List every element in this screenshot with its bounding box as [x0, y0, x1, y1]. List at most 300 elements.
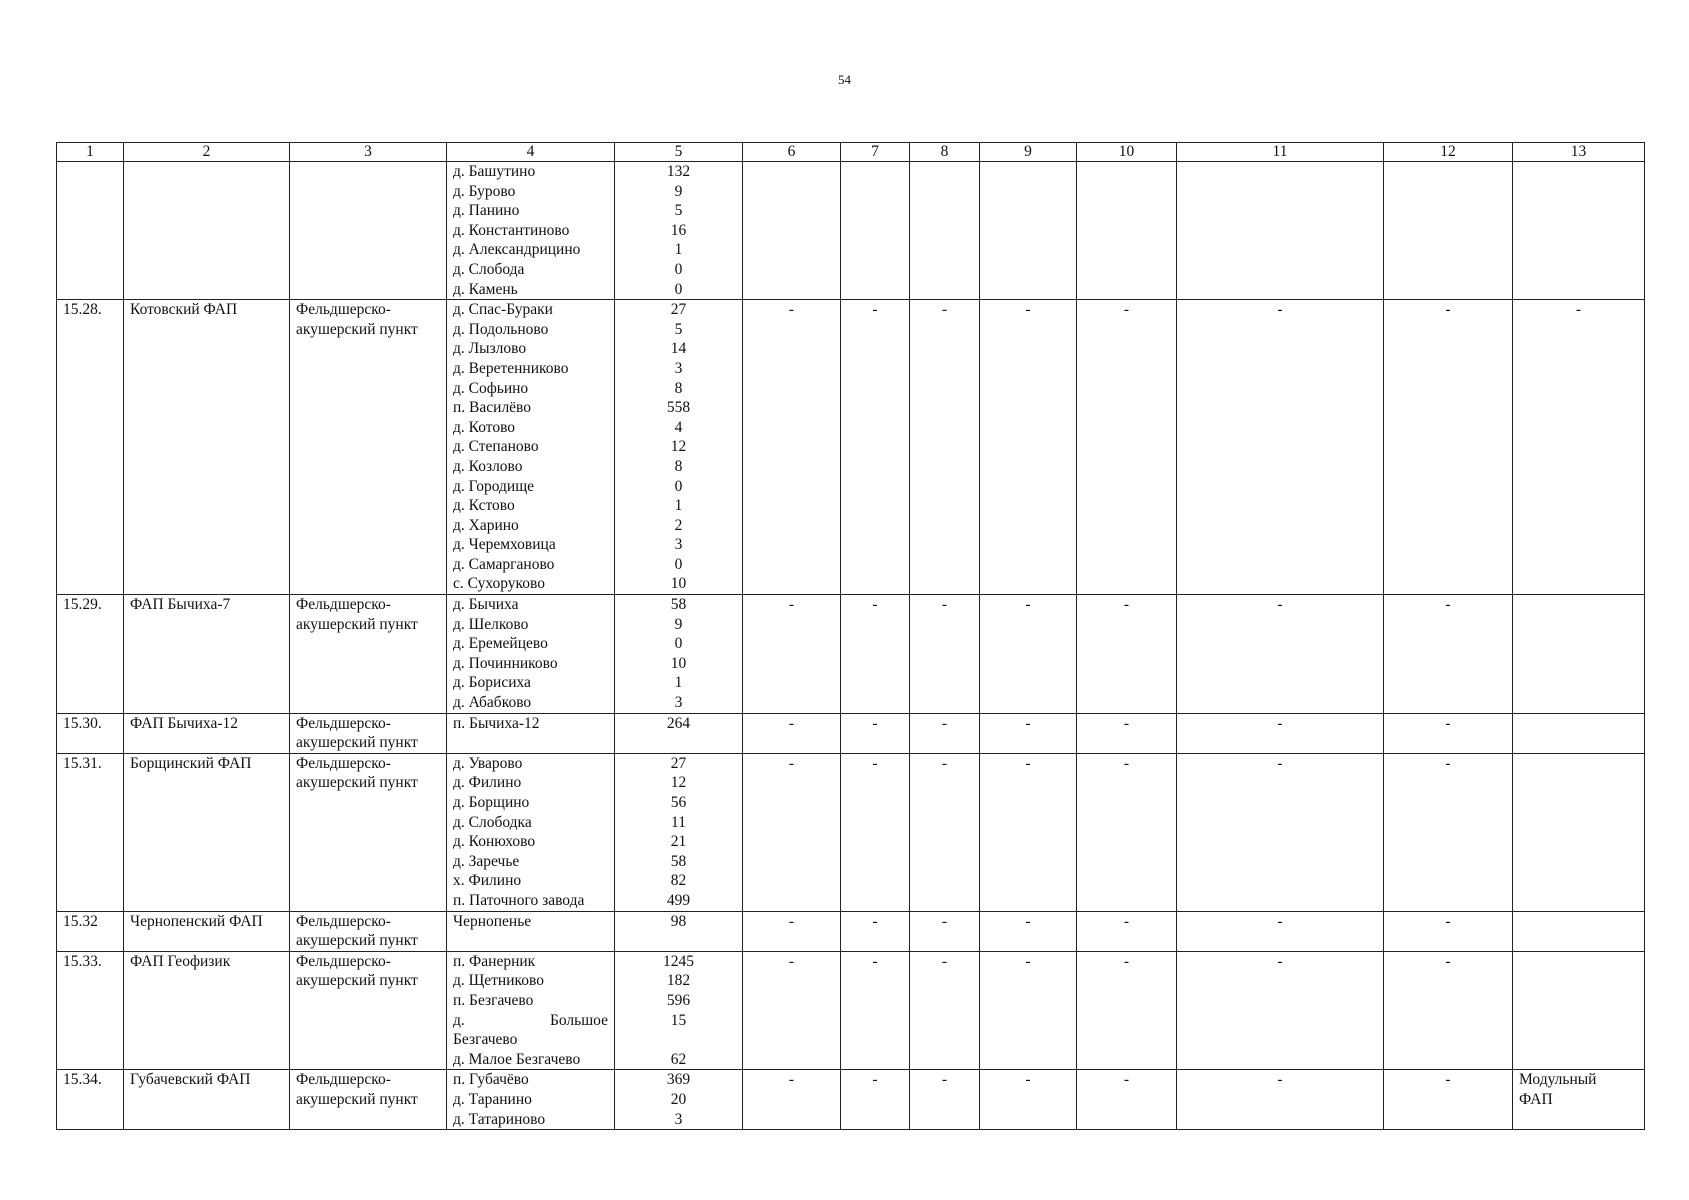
column-12-value: -: [1445, 754, 1451, 772]
settlement-population: [621, 1030, 736, 1050]
column-6-value: -: [788, 754, 795, 772]
settlement-population: 14: [670, 340, 687, 358]
column-11-value: -: [1277, 714, 1283, 732]
population-cell: [615, 162, 743, 300]
settlement-name: д. Конюхово: [453, 833, 536, 851]
column-11-cell: [1177, 753, 1384, 911]
facility-type-line: акушерский пункт: [296, 774, 418, 792]
column-10-value: -: [1123, 754, 1130, 772]
column-6-value: -: [788, 301, 795, 319]
column-13-cell: [1513, 595, 1645, 714]
table-body: [57, 162, 1645, 1130]
facility-type-line: Фельдшерско-: [296, 952, 391, 970]
column-7-value: -: [872, 754, 878, 772]
facility-name: ФАП Бычиха-7: [130, 596, 231, 614]
settlement-population: 56: [670, 794, 687, 811]
settlement-name: д. Башутино: [453, 163, 536, 180]
facility-type-line: Фельдшерско-: [296, 301, 391, 319]
facility-name: Борщинский ФАП: [130, 754, 252, 772]
settlement-name: д. Бурово: [453, 182, 516, 200]
settlement-population: 20: [670, 1090, 687, 1108]
settlement-population: 1245: [663, 952, 694, 970]
settlement-name: д. Малое Безгачево: [453, 1050, 581, 1068]
facility-type-line: Фельдшерско-: [296, 1071, 391, 1089]
column-9-cell: [980, 911, 1077, 951]
settlement-population: 2: [674, 516, 683, 534]
facilities-table: [56, 142, 1645, 1130]
column-11-cell: [1177, 1070, 1384, 1130]
column-7-value: -: [872, 714, 878, 732]
settlement-name: д. Слободка: [453, 813, 532, 831]
column-header-10: 10: [1077, 143, 1177, 162]
settlement-name: х. Филино: [453, 872, 522, 890]
column-11-cell: [1177, 713, 1384, 753]
column-7-value: [847, 162, 903, 182]
settlement-name: с. Сухоруково: [453, 575, 545, 593]
settlement-name: д. Котово: [453, 418, 516, 436]
column-8-cell: [910, 595, 980, 714]
row-number-cell: [57, 162, 124, 300]
settlement-name: д. Шелково: [453, 615, 529, 633]
column-11-cell: [1177, 911, 1384, 951]
row-number-cell: [57, 713, 124, 753]
settlement-population: 8: [674, 379, 683, 397]
facility-name: Губачевский ФАП: [130, 1071, 251, 1089]
settlements-cell: [447, 753, 615, 911]
settlement-name: д. Козлово: [453, 457, 523, 475]
settlement-name: д. Подольново: [453, 320, 549, 338]
settlements-cell: [447, 300, 615, 595]
column-header-2: 2: [124, 143, 290, 162]
facility-type-line: акушерский пункт: [296, 734, 418, 752]
column-8-value: -: [941, 596, 948, 614]
facility-type-line: акушерский пункт: [296, 932, 418, 950]
settlement-population: 11: [671, 813, 686, 831]
settlement-name: д. Татариново: [453, 1110, 546, 1128]
column-8-value: -: [941, 1071, 948, 1089]
facility-name: ФАП Геофизик: [130, 952, 231, 970]
column-13-value: Модульный: [1519, 1071, 1597, 1089]
settlement-population: 58: [670, 852, 687, 870]
settlement-name: Чернопенье: [453, 912, 532, 930]
column-6-value: -: [788, 952, 795, 970]
column-9-value: -: [1025, 1071, 1031, 1089]
settlement-name: д. Абабково: [453, 694, 532, 712]
column-6-cell: [743, 595, 841, 714]
column-12-cell: [1384, 951, 1513, 1070]
facility-type-cell: [290, 162, 447, 300]
settlements-cell: [447, 595, 615, 714]
column-12-value: -: [1445, 301, 1451, 319]
column-13-cell: [1513, 713, 1645, 753]
row-number: 15.33.: [63, 952, 102, 970]
settlements-cell: [447, 162, 615, 300]
settlement-population: 558: [666, 399, 691, 417]
column-13-cell: [1513, 753, 1645, 911]
row-number: 15.28.: [63, 301, 102, 319]
table-row: [57, 1070, 1645, 1130]
settlement-population: 4: [674, 418, 683, 436]
column-10-value: -: [1123, 912, 1130, 930]
column-7-cell: [841, 911, 910, 951]
column-10-value: -: [1123, 596, 1130, 614]
column-10-value: [1083, 162, 1170, 182]
settlement-name: д. Панино: [453, 202, 520, 220]
column-8-value: [916, 162, 973, 182]
facility-name-cell: [124, 911, 290, 951]
column-10-value: -: [1123, 952, 1130, 970]
column-7-value: -: [872, 1071, 878, 1089]
header-row: [57, 143, 1645, 162]
settlement-name: п. Паточного завода: [453, 891, 585, 909]
row-number: 15.29.: [63, 596, 102, 614]
column-10-cell: [1077, 300, 1177, 595]
settlement-population: 21: [670, 833, 687, 851]
column-7-value: -: [872, 912, 878, 930]
facility-name: [130, 162, 283, 182]
column-8-value: -: [941, 952, 948, 970]
column-9-value: -: [1025, 714, 1031, 732]
settlement-population: 16: [670, 221, 687, 239]
column-6-value: -: [788, 596, 795, 614]
settlement-population: 98: [670, 912, 687, 930]
settlement-population: 9: [674, 615, 683, 633]
column-8-value: -: [941, 912, 948, 930]
settlement-name: д. Таранино: [453, 1090, 532, 1108]
column-12-cell: [1384, 1070, 1513, 1130]
table-row: [57, 162, 1645, 300]
row-number-cell: [57, 753, 124, 911]
facility-type-cell: [290, 911, 447, 951]
facility-name-cell: [124, 713, 290, 753]
column-13-cell: [1513, 162, 1645, 300]
facility-type-line: акушерский пункт: [296, 972, 418, 990]
column-12-cell: [1384, 911, 1513, 951]
column-12-cell: [1384, 162, 1513, 300]
settlement-population: 3: [674, 536, 683, 554]
facility-name-cell: [124, 595, 290, 714]
column-6-cell: [743, 951, 841, 1070]
settlement-name: п. Фанерник: [453, 952, 536, 970]
column-8-cell: [910, 713, 980, 753]
settlement-name: д. Спас-Бураки: [453, 301, 553, 319]
column-9-cell: [980, 162, 1077, 300]
population-cell: [615, 300, 743, 595]
settlement-population: 596: [666, 991, 691, 1009]
column-header-7: 7: [841, 143, 910, 162]
column-8-value: -: [941, 301, 948, 319]
facility-name-cell: [124, 162, 290, 300]
settlement-name: п. Безгачево: [453, 991, 534, 1009]
column-11-value: -: [1277, 952, 1283, 970]
column-7-cell: [841, 1070, 910, 1130]
column-10-value: -: [1123, 301, 1130, 319]
column-12-cell: [1384, 753, 1513, 911]
column-11-value: -: [1277, 1071, 1283, 1089]
column-9-cell: [980, 951, 1077, 1070]
column-11-value: -: [1277, 301, 1283, 319]
column-header-3: 3: [290, 143, 447, 162]
column-header-11: 11: [1177, 143, 1384, 162]
row-number-cell: [57, 951, 124, 1070]
row-number-cell: [57, 300, 124, 595]
population-cell: [615, 911, 743, 951]
facility-type-line: акушерский пункт: [296, 320, 418, 338]
column-9-value: -: [1025, 952, 1031, 970]
table-row: [57, 951, 1645, 1070]
column-12-value: -: [1445, 714, 1451, 732]
settlement-population: 1: [674, 497, 683, 515]
column-13-value: ФАП: [1519, 1090, 1553, 1108]
settlement-population: 499: [666, 891, 691, 909]
column-9-cell: [980, 753, 1077, 911]
facility-type-cell: [290, 1070, 447, 1130]
population-cell: [615, 753, 743, 911]
column-header-1: 1: [57, 143, 124, 162]
column-6-value: -: [788, 714, 795, 732]
settlement-population: 27: [670, 301, 687, 319]
settlement-population: 0: [674, 635, 683, 653]
column-8-value: -: [941, 714, 948, 732]
row-number-cell: [57, 911, 124, 951]
settlement-population: 8: [674, 457, 683, 475]
column-6-cell: [743, 300, 841, 595]
settlement-name: д. Самарганово: [453, 555, 555, 573]
column-10-value: -: [1123, 714, 1130, 732]
settlement-population: 3: [674, 1110, 683, 1128]
column-12-cell: [1384, 300, 1513, 595]
table-row: [57, 595, 1645, 714]
settlement-population: 3: [674, 694, 683, 712]
row-number: 15.30.: [63, 714, 102, 732]
column-7-value: -: [872, 596, 878, 614]
column-8-cell: [910, 911, 980, 951]
column-header-6: 6: [743, 143, 841, 162]
column-6-value: -: [788, 1071, 795, 1089]
column-6-cell: [743, 753, 841, 911]
facility-type-line: акушерский пункт: [296, 1090, 418, 1108]
settlement-population: 5: [674, 320, 683, 338]
column-12-value: -: [1445, 952, 1451, 970]
column-header-4: 4: [447, 143, 615, 162]
settlement-name: д. Степаново: [453, 438, 539, 456]
settlement-population: 0: [674, 280, 683, 298]
column-6-cell: [743, 911, 841, 951]
column-12-value: -: [1445, 596, 1451, 614]
column-11-cell: [1177, 951, 1384, 1070]
table-row: [57, 713, 1645, 753]
column-9-cell: [980, 595, 1077, 714]
settlement-name: д. Черемховица: [453, 536, 556, 554]
settlement-name: д. Еремейцево: [453, 635, 548, 653]
settlement-population: 15: [670, 1011, 687, 1029]
settlement-population: 10: [670, 654, 687, 672]
settlement-name: д. Бычиха: [453, 596, 519, 614]
settlement-population: 369: [666, 1071, 691, 1089]
settlement-name: д. Уварово: [453, 754, 523, 772]
facility-type-line: Фельдшерско-: [296, 754, 391, 772]
settlement-population: 3: [674, 359, 683, 377]
settlement-name: [453, 1011, 608, 1031]
settlement-name: д. Кстово: [453, 497, 515, 515]
settlement-population: 0: [674, 260, 683, 278]
column-7-cell: [841, 753, 910, 911]
column-header-12: 12: [1384, 143, 1513, 162]
settlement-population: 264: [666, 714, 691, 732]
facility-type-cell: [290, 951, 447, 1070]
column-8-value: -: [941, 754, 948, 772]
settlement-name: д. Камень: [453, 280, 518, 298]
population-cell: [615, 595, 743, 714]
settlement-name-part: д.: [453, 1011, 465, 1029]
row-number: 15.34.: [63, 1071, 102, 1089]
facility-name: Чернопенский ФАП: [130, 912, 263, 930]
column-8-cell: [910, 753, 980, 911]
column-6-value: [749, 162, 834, 182]
settlement-population: 82: [670, 872, 687, 890]
column-10-cell: [1077, 951, 1177, 1070]
column-13-cell: [1513, 951, 1645, 1070]
settlement-population: 182: [666, 972, 691, 990]
facility-type-cell: [290, 595, 447, 714]
column-7-value: -: [872, 952, 878, 970]
settlement-name: д. Заречье: [453, 852, 520, 870]
column-10-cell: [1077, 1070, 1177, 1130]
column-9-value: -: [1025, 596, 1031, 614]
column-8-cell: [910, 951, 980, 1070]
settlement-name: п. Василёво: [453, 399, 532, 417]
facility-type-line: Фельдшерско-: [296, 596, 391, 614]
settlement-population: 10: [670, 575, 687, 593]
settlement-population: 62: [670, 1050, 687, 1068]
facility-type-cell: [290, 713, 447, 753]
column-9-value: [986, 162, 1070, 182]
settlements-cell: [447, 911, 615, 951]
facility-name-cell: [124, 300, 290, 595]
column-10-cell: [1077, 911, 1177, 951]
column-12-value: -: [1445, 912, 1451, 930]
column-7-cell: [841, 595, 910, 714]
column-9-cell: [980, 1070, 1077, 1130]
column-7-value: -: [872, 301, 878, 319]
settlements-cell: [447, 1070, 615, 1130]
settlement-name: д. Слобода: [453, 260, 525, 278]
column-8-cell: [910, 1070, 980, 1130]
facility-name: ФАП Бычиха-12: [130, 714, 239, 732]
facility-name: Котовский ФАП: [130, 301, 238, 319]
settlements-cell: [447, 951, 615, 1070]
settlement-name-part: Большое: [549, 1011, 608, 1029]
settlement-name: д. Александрицино: [453, 241, 581, 259]
settlement-population: 9: [674, 182, 683, 200]
settlement-name: д. Щетниково: [453, 972, 544, 990]
settlement-population: 0: [674, 555, 683, 573]
settlement-name: Безгачево: [453, 1031, 518, 1049]
column-6-cell: [743, 162, 841, 300]
column-11-value: -: [1277, 754, 1283, 772]
column-12-cell: [1384, 595, 1513, 714]
table-row: [57, 300, 1645, 595]
column-10-cell: [1077, 162, 1177, 300]
settlement-name: д. Константиново: [453, 221, 570, 239]
column-7-cell: [841, 713, 910, 753]
column-header-5: 5: [615, 143, 743, 162]
column-13-cell: [1513, 911, 1645, 951]
column-12-value: [1390, 162, 1506, 182]
facility-name-cell: [124, 1070, 290, 1130]
column-11-value: -: [1277, 912, 1283, 930]
settlement-name: п. Губачёво: [453, 1071, 529, 1089]
population-cell: [615, 951, 743, 1070]
facility-type-line: Фельдшерско-: [296, 714, 391, 732]
settlement-population: 132: [666, 163, 691, 180]
settlement-name: д. Филино: [453, 774, 522, 792]
table-header: [57, 143, 1645, 162]
column-9-cell: [980, 713, 1077, 753]
settlements-cell: [447, 713, 615, 753]
settlement-name: д. Веретенниково: [453, 359, 569, 377]
settlement-name: д. Борщино: [453, 794, 530, 811]
column-header-9: 9: [980, 143, 1077, 162]
population-cell: [615, 713, 743, 753]
column-header-13: 13: [1513, 143, 1645, 162]
facility-type-line: акушерский пункт: [296, 615, 418, 633]
settlement-population: 12: [670, 774, 687, 792]
column-13-value: -: [1575, 301, 1582, 319]
column-7-cell: [841, 162, 910, 300]
column-13-cell: [1513, 1070, 1645, 1130]
column-11-value: -: [1277, 596, 1283, 614]
table-row: [57, 911, 1645, 951]
row-number-cell: [57, 595, 124, 714]
page-number: 54: [838, 72, 851, 87]
column-9-value: -: [1025, 301, 1031, 319]
settlement-name: д. Борисиха: [453, 674, 531, 692]
settlement-population: 58: [670, 596, 687, 614]
column-12-value: -: [1445, 1071, 1451, 1089]
settlement-population: 0: [674, 477, 683, 495]
facility-type-cell: [290, 300, 447, 595]
facility-type-cell: [290, 753, 447, 911]
table-row: [57, 753, 1645, 911]
column-7-cell: [841, 300, 910, 595]
facility-name-cell: [124, 951, 290, 1070]
row-number: [63, 162, 117, 182]
column-8-cell: [910, 162, 980, 300]
settlement-name: д. Харино: [453, 516, 519, 534]
column-9-value: -: [1025, 754, 1031, 772]
settlement-population: 27: [670, 754, 687, 772]
settlement-population: 12: [670, 438, 687, 456]
column-8-cell: [910, 300, 980, 595]
settlement-name: д. Городище: [453, 477, 535, 495]
column-6-cell: [743, 1070, 841, 1130]
row-number: 15.32: [63, 912, 98, 930]
row-number: 15.31.: [63, 754, 102, 772]
column-12-cell: [1384, 713, 1513, 753]
column-10-cell: [1077, 713, 1177, 753]
settlement-population: 1: [674, 241, 683, 259]
column-11-cell: [1177, 595, 1384, 714]
column-10-cell: [1077, 595, 1177, 714]
column-11-cell: [1177, 162, 1384, 300]
settlement-name: д. Починниково: [453, 654, 558, 672]
settlement-population: 5: [674, 202, 683, 220]
column-9-value: -: [1025, 912, 1031, 930]
column-6-cell: [743, 713, 841, 753]
column-11-value: [1183, 162, 1377, 182]
column-6-value: -: [788, 912, 795, 930]
